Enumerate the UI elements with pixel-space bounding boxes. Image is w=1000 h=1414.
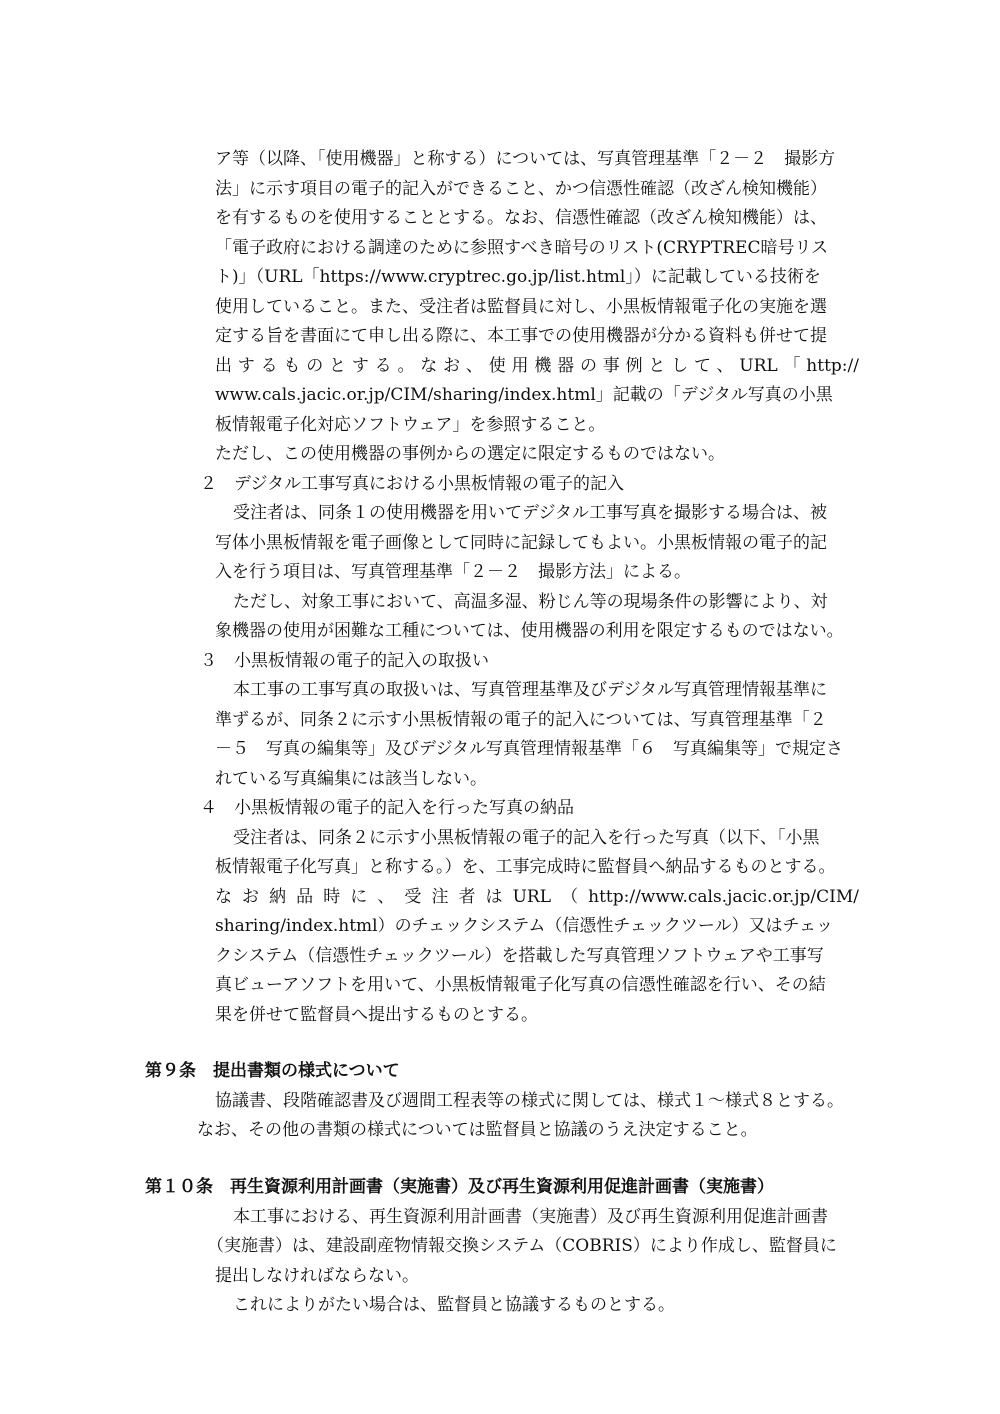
paragraph-line: 本工事の工事写真の取扱いは、写真管理基準及びデジタル写真管理情報基準に (233, 680, 827, 700)
paragraph-line: 「電子政府における調達のために参照すべき暗号のリスト(CRYPTREC暗号リス (215, 238, 829, 258)
paragraph-line: 入を行う項目は、写真管理基準「２－２ 撮影方法」による。 (215, 562, 691, 582)
paragraph-line: ト)」（URL「https://www.cryptrec.go.jp/list.html」）に記載している技術を (215, 267, 821, 287)
paragraph-line: なお納品時に、受注者はURL（http://www.cals.jacic.or.jp/CIM/ (215, 887, 859, 907)
paragraph-line: これによりがたい場合は、監督員と協議するものとする。 (233, 1295, 675, 1315)
paragraph-line: 使用していること。また、受注者は監督員に対し、小黒板情報電子化の実施を選 (215, 297, 827, 317)
paragraph-line: なお、その他の書類の様式については監督員と協議のうえ決定すること。 (197, 1120, 758, 1140)
paragraph-line: 提出しなければならない。 (215, 1266, 419, 1286)
paragraph-line: 法」に示す項目の電子的記入ができること、かつ信憑性確認（改ざん検知機能） (215, 179, 827, 199)
paragraph-line: ア等（以降、「使用機器」と称する）については、写真管理基準「２－２ 撮影方 (215, 149, 836, 169)
paragraph-line: 象機器の使用が困難な工種については、使用機器の利用を限定するものではない。 (215, 621, 844, 641)
paragraph-line: クシステム（信憑性チェックツール）を搭載した写真管理ソフトウェアや工事写 (215, 946, 824, 966)
paragraph-line: 出するものとする。なお、使用機器の事例として、URL「http:// (215, 356, 859, 376)
item-heading: ３ 小黒板情報の電子的記入の取扱い (200, 651, 489, 671)
paragraph-line: ただし、対象工事において、高温多湿、粉じん等の現場条件の影響により、対 (233, 592, 828, 612)
paragraph-line: れている写真編集には該当しない。 (215, 769, 487, 789)
paragraph-line: （実施書）は、建設副産物情報交換システム（COBRIS）により作成し、監督員に (207, 1236, 837, 1256)
paragraph-line: 受注者は、同条２に示す小黒板情報の電子的記入を行った写真（以下、「小黒 (233, 828, 820, 848)
paragraph-line: 果を併せて監督員へ提出するものとする。 (215, 1005, 538, 1025)
paragraph-line: 準ずるが、同条２に示す小黒板情報の電子的記入については、写真管理基準「２ (215, 710, 827, 730)
paragraph-line: www.cals.jacic.or.jp/CIM/sharing/index.html」記載の「デジタル写真の小黒 (215, 385, 833, 405)
paragraph-line: 板情報電子化写真」と称する。）を、工事完成時に監督員へ納品するものとする。 (215, 857, 836, 877)
paragraph-line: ただし、この使用機器の事例からの選定に限定するものではない。 (215, 444, 725, 464)
paragraph-line: 写体小黒板情報を電子画像として同時に記録してもよい。小黒板情報の電子的記 (215, 533, 827, 553)
paragraph-line: 定する旨を書面にて申し出る際に、本工事での使用機器が分かる資料も併せて提 (215, 326, 827, 346)
paragraph-line: 協議書、段階確認書及び週間工程表等の様式に関しては、様式１～様式８とする。 (215, 1091, 844, 1111)
paragraph-line: 受注者は、同条１の使用機器を用いてデジタル工事写真を撮影する場合は、被 (233, 503, 827, 523)
paragraph-line: 板情報電子化対応ソフトウェア」を参照すること。 (215, 415, 606, 435)
paragraph-line: 本工事における、再生資源利用計画書（実施書）及び再生資源利用促進計画書 (233, 1207, 828, 1227)
item-heading: ４ 小黒板情報の電子的記入を行った写真の納品 (200, 798, 574, 818)
article-heading: 第１０条 再生資源利用計画書（実施書）及び再生資源利用促進計画書（実施書） (145, 1177, 774, 1197)
paragraph-line: を有するものを使用することとする。なお、信憑性確認（改ざん検知機能）は、 (215, 208, 827, 228)
paragraph-line: sharing/index.html）のチェックシステム（信憑性チェックツール）又はチェッ (215, 916, 834, 936)
item-heading: ２ デジタル工事写真における小黒板情報の電子的記入 (200, 474, 624, 494)
article-heading: 第９条 提出書類の様式について (145, 1061, 400, 1081)
paragraph-line: 真ビューアソフトを用いて、小黒板情報電子化写真の信憑性確認を行い、その結 (215, 975, 826, 995)
paragraph-line: －５ 写真の編集等」及びデジタル写真管理情報基準「６ 写真編集等」で規定さ (215, 739, 843, 759)
